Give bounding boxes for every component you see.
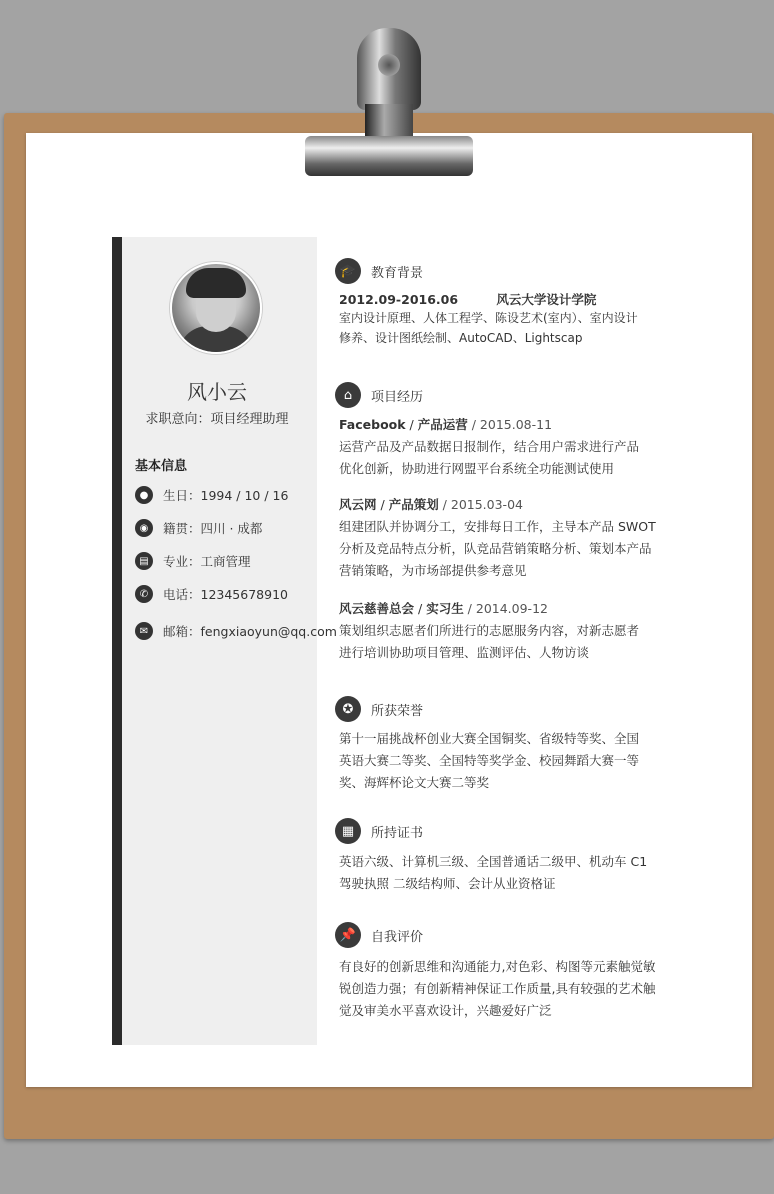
document-icon: ▤ <box>135 552 153 570</box>
project-role: 产品策划 <box>388 497 439 512</box>
text-line: 策划组织志愿者们所进行的志愿服务内容，对新志愿者 <box>339 623 640 638</box>
info-text: 电话：12345678910 <box>163 587 288 602</box>
project-company: Facebook <box>339 417 406 432</box>
pushpin-icon: 📌 <box>335 922 361 948</box>
text-line: 第十一届挑战杯创业大赛全国铜奖、省级特等奖、全国 <box>339 731 640 746</box>
certificates-text <box>339 851 669 895</box>
mail-icon: ✉ <box>135 622 153 640</box>
project-item <box>339 494 669 582</box>
info-text: 邮箱：fengxiaoyun@qq.com <box>163 624 337 639</box>
honors-text <box>339 728 669 794</box>
project-role: 产品运营 <box>417 417 468 432</box>
section-title: 教育背景 <box>371 265 424 281</box>
text-line: 奖、海辉杯论文大赛二等奖 <box>339 775 490 790</box>
text-line: 驾驶执照 二级结构师、会计从业资格证 <box>339 876 556 891</box>
text-line: 觉及审美水平喜欢设计，兴趣爱好广泛 <box>339 1003 552 1018</box>
text-line: 英语大赛二等奖、全国特等奖学金、校园舞蹈大赛一等 <box>339 753 640 768</box>
section-title: 所持证书 <box>371 825 424 841</box>
home-icon: ⌂ <box>335 382 361 408</box>
text-line: 组建团队并协调分工，安排每日工作，主导本产品 SWOT <box>339 519 656 534</box>
education-school: 风云大学设计学院 <box>496 292 597 307</box>
text-line: 锐创造力强；有创新精神保证工作质量,具有较强的艺术触 <box>339 981 656 996</box>
text-line: 优化创新，协助进行网盟平台系统全功能测试使用 <box>339 461 615 476</box>
text-line: 修养、设计图纸绘制、AutoCAD、Lightscap <box>339 331 583 345</box>
text-line: 有良好的创新思维和沟通能力,对色彩、构图等元素触觉敏 <box>339 959 656 974</box>
text-line: 运营产品及产品数据日报制作，结合用户需求进行产品 <box>339 439 640 454</box>
separator: / <box>376 497 389 512</box>
text-line: 室内设计原理、人体工程学、陈设艺术(室内）、室内设计 <box>339 311 638 325</box>
separator: / <box>414 601 427 616</box>
text-line: 进行培训协助项目管理、监测评估、人物访谈 <box>339 645 590 660</box>
medal-icon: ✪ <box>335 696 361 722</box>
project-item <box>339 598 669 664</box>
info-major <box>135 551 251 571</box>
education-period: 2012.09-2016.06 <box>339 292 459 307</box>
section-projects <box>335 382 423 408</box>
text-line: 分析及竞品特点分析，队竞品营销策略分析、策划本产品 <box>339 541 652 556</box>
section-self-evaluation <box>335 922 423 948</box>
education-courses <box>339 308 669 348</box>
section-honors <box>335 696 423 722</box>
location-icon: ◉ <box>135 519 153 537</box>
avatar <box>170 262 262 354</box>
graduation-cap-icon: 🎓 <box>335 258 361 284</box>
binder-clip-icon <box>305 28 473 176</box>
project-date: / 2014.09-12 <box>463 601 548 616</box>
info-birthday <box>135 485 288 505</box>
section-certificates <box>335 818 423 844</box>
basic-info-title: 基本信息 <box>135 459 188 474</box>
phone-icon: ✆ <box>135 585 153 603</box>
self-evaluation-text <box>339 956 669 1022</box>
project-company: 风云网 <box>339 497 377 512</box>
info-text: 生日：1994 / 10 / 16 <box>163 488 289 503</box>
project-company: 风云慈善总会 <box>339 601 415 616</box>
info-email <box>135 621 337 641</box>
project-date: / 2015.03-04 <box>438 497 523 512</box>
separator: / <box>405 417 418 432</box>
sidebar-panel <box>122 237 317 1045</box>
job-intent: 求职意向：项目经理助理 <box>145 412 289 427</box>
candidate-name: 风小云 <box>187 380 247 404</box>
text-line: 英语六级、计算机三级、全国普通话二级甲、机动车 C1 <box>339 854 648 869</box>
info-text: 专业：工商管理 <box>163 554 251 569</box>
info-text: 籍贯：四川 · 成都 <box>163 521 263 536</box>
section-title: 所获荣誉 <box>371 703 424 719</box>
certificate-icon: ▦ <box>335 818 361 844</box>
info-phone <box>135 584 288 604</box>
text-line: 营销策略，为市场部提供参考意见 <box>339 563 527 578</box>
section-title: 项目经历 <box>371 389 424 405</box>
info-hometown <box>135 518 262 538</box>
project-role: 实习生 <box>426 601 464 616</box>
section-education <box>335 258 423 284</box>
person-icon: ● <box>135 486 153 504</box>
sidebar-accent-bar <box>112 237 122 1045</box>
section-title: 自我评价 <box>371 929 424 945</box>
project-item <box>339 414 669 480</box>
project-date: / 2015.08-11 <box>467 417 553 432</box>
